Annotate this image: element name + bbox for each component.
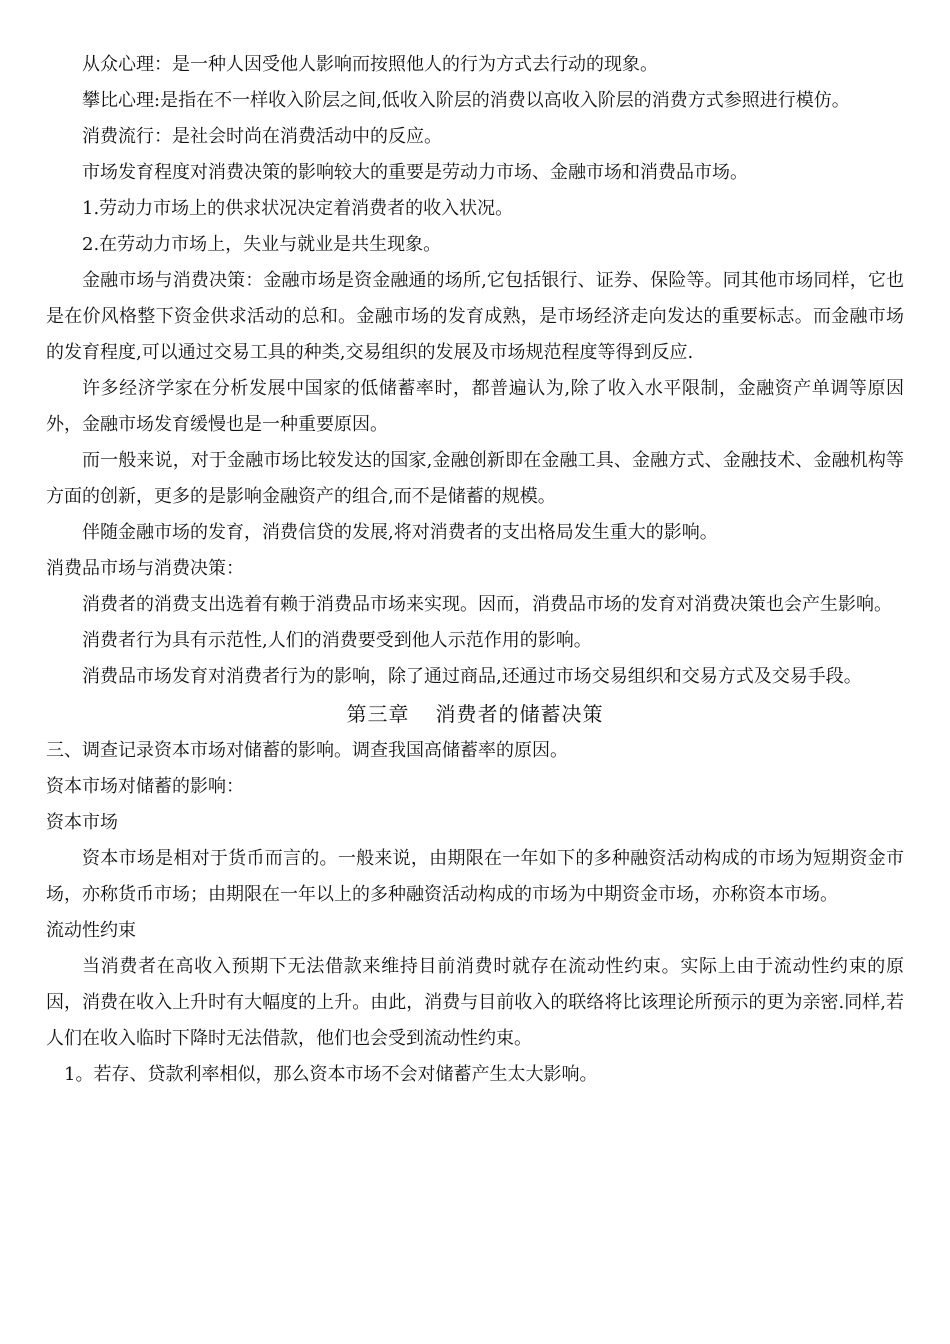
- chapter-title: 消费者的储蓄决策: [435, 702, 604, 726]
- paragraph-financial-innovation: 而一般来说，对于金融市场比较发达的国家,金融创新即在金融工具、金融方式、金融技术、金融机构等方面的创新，更多的是影响金融资产的组合,而不是储蓄的规模。: [46, 450, 904, 507]
- capital-market-title: 资本市场: [46, 812, 118, 833]
- chapter-heading: [46, 695, 904, 733]
- paragraph-comparison: 攀比心理:是指在不一样收入阶层之间,低收入阶层的消费以高收入阶层的消费方式参照进行模仿。: [82, 90, 850, 111]
- paragraph-conformity: 从众心理：是一种人因受他人影响而按照他人的行为方式去行动的现象。: [82, 54, 658, 75]
- point-one: 1。若存、贷款利率相似，那么资本市场不会对储蓄产生太大影响。: [64, 1064, 598, 1085]
- paragraph-consumer-market-effect: 消费品市场发育对消费者行为的影响，除了通过商品,还通过市场交易组织和交易方式及交易手段。: [82, 666, 862, 687]
- capital-influence-title: 资本市场对储蓄的影响：: [46, 776, 244, 797]
- consumer-market-title: 消费品市场与消费决策：: [46, 558, 244, 579]
- document-page: [46, 47, 904, 1093]
- paragraph-market-development: 市场发育程度对消费决策的影响较大的重要是劳动力市场、金融市场和消费品市场。: [82, 162, 748, 183]
- paragraph-low-savings: 许多经济学家在分析发展中国家的低储蓄率时，都普遍认为,除了收入水平限制，金融资产单调等原因外，金融市场发育缓慢也是一种重要原因。: [46, 378, 904, 435]
- paragraph-labor-2: 2.在劳动力市场上，失业与就业是共生现象。: [82, 234, 442, 255]
- chapter-number: 第三章: [346, 702, 410, 726]
- paragraph-capital-market: 资本市场是相对于货币而言的。一般来说，由期限在一年如下的多种融资活动构成的市场为短期资金市场，亦称货币市场；由期限在一年以上的多种融资活动构成的市场为中期资金市场，亦称资本市场。: [46, 848, 904, 905]
- paragraph-financial-market: 金融市场与消费决策：金融市场是资金融通的场所,它包括银行、证券、保险等。同其他市场同样，它也是在价风格整下资金供求活动的总和。金融市场的发育成熟，是市场经济走向发达的重要标志。而金融市场的发育程度,可以通过交易工具的种类,交易组织的发展及市场规范程度等得到反应.: [46, 270, 904, 363]
- liquidity-title: 流动性约束: [46, 920, 136, 941]
- paragraph-fashion: 消费流行：是社会时尚在消费活动中的反应。: [82, 126, 442, 147]
- paragraph-consumer-spending: 消费者的消费支出选着有赖于消费品市场来实现。因而，消费品市场的发育对消费决策也会产生影响。: [82, 594, 892, 615]
- paragraph-consumer-credit: 伴随金融市场的发育，消费信贷的发展,将对消费者的支出格局发生重大的影响。: [82, 522, 718, 543]
- paragraph-liquidity: 当消费者在高收入预期下无法借款来维持目前消费时就存在流动性约束。实际上由于流动性约束的原因，消费在收入上升时有大幅度的上升。由此，消费与目前收入的联络将比该理论所预示的更为亲密.同样,若人们在收入临时下降时无法借款，他们也会受到流动性约束。: [46, 956, 904, 1049]
- paragraph-demonstration: 消费者行为具有示范性,人们的消费要受到他人示范作用的影响。: [82, 630, 592, 651]
- paragraph-labor-1: 1.劳动力市场上的供求状况决定着消费者的收入状况。: [82, 198, 514, 219]
- section-three: 三、调查记录资本市场对储蓄的影响。调查我国高储蓄率的原因。: [46, 740, 568, 761]
